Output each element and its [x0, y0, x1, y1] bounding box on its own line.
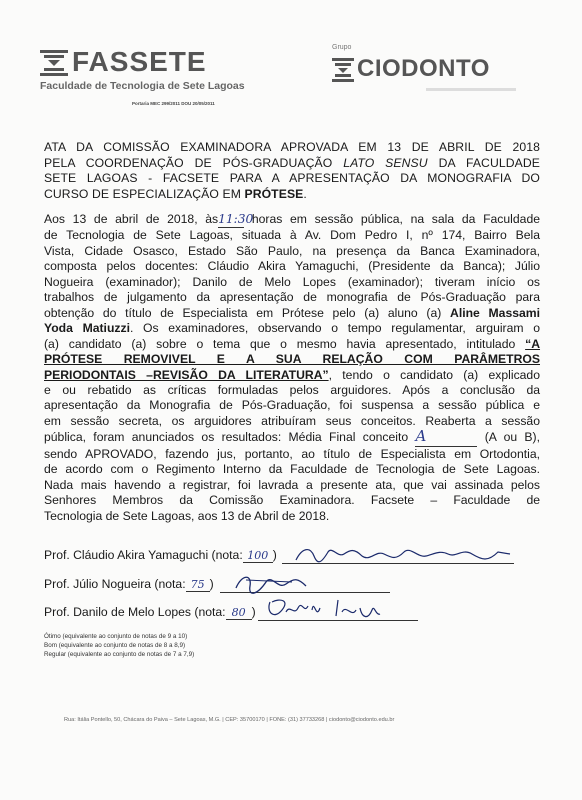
title-line: SETE LAGOAS - FACSETE PARA A APRESENTAÇÃO DA MONOGRAFIA DO [44, 171, 540, 185]
body-line [44, 352, 540, 367]
body-line: obtenção do título de Especialista em Prótese pelo (a) aluno (a) Aline Massami [44, 305, 540, 320]
grade-julio: 75 [190, 578, 205, 591]
signature-row-julio: Prof. Júlio Nogueira (nota: 75 ) [44, 577, 214, 591]
scale-item: Ótimo (equivalente ao conjunto de notas de 9 a 10) [44, 633, 188, 640]
body-line: composta pelos docentes: Cláudio Akira Yamaguchi, (Presidente da Banca); Júlio [44, 259, 540, 274]
grade-danilo: 80 [231, 606, 246, 619]
body-line: Yoda Matiuzzi. Os examinadores, observando o tempo regulamentar, arguiram o [44, 321, 540, 336]
body-line: Nada mais havendo a registrar, foi lavrada a presente ata, que vai assinada pelos [44, 477, 540, 492]
body-line: PERIODONTAIS –REVISÃO DA LITERATURA”, tendo o candidato (a) explicado [44, 367, 540, 382]
ciodonto-logo [330, 44, 510, 94]
body-line: e ou rebatido as críticas formuladas pelos arguidores. Após a conclusão da [44, 382, 540, 397]
ciodonto-emblem-icon [332, 58, 354, 82]
fassete-subtitle: Faculdade de Tecnologia de Sete Lagoas [40, 80, 245, 92]
body-line: de acordo com o Regimento Interno da Faculdade de Tecnologia de Sete Lagoas. [44, 462, 540, 477]
scale-item: Bom (equivalente ao conjunto de notas de 8 a 8,9) [44, 642, 186, 649]
portaria-text: Portaria MEC 299/2011 DOU 20/05/2011 [132, 101, 215, 106]
signature-row-danilo: Prof. Danilo de Melo Lopes (nota: 80 ) [44, 605, 256, 619]
signature-row-claudio: Prof. Cláudio Akira Yamaguchi (nota: 100 ) [44, 548, 277, 562]
scale-item: Regular (equivalente ao conjunto de notas de 7 a 7,9) [44, 651, 195, 658]
ciodonto-brand: CIODONTO [357, 55, 490, 82]
body-line: pública, foram anunciados os resultados: Média Final conceito A (A ou B), [44, 427, 541, 446]
grading-scale [44, 632, 194, 659]
body-line: apresentação da Monografia de Pós-Graduação, foi suspensa a sessão pública e [44, 398, 540, 413]
body-line: Vista, Cidade Osasco, Estado São Paulo, na presença da Banca Examinadora, [44, 243, 540, 258]
body-line: sendo APROVADO, fazendo jus, portanto, ao título de Especialista em Ortodontia, [44, 446, 540, 461]
signature-claudio [292, 540, 516, 570]
fassete-logo [38, 44, 245, 106]
body-line: em sessão secreta, os arguidores atribuíram seus conceitos. Reaberta a sessão [44, 413, 540, 428]
minutes-body [44, 212, 540, 524]
title-line: PELA COORDENAÇÃO DE PÓS-GRADUAÇÃO LATO SENSU DA FACULDADE [44, 155, 540, 170]
body-line: Senhores Membros da Comissão Examinadora. Facsete – Faculdade de [44, 493, 540, 508]
thesis-title: PRÓTESE REMOVIVEL E A SUA RELAÇÃO COM PARÂMETROS [44, 352, 540, 367]
student-name: Aline Massami [450, 305, 540, 320]
scan-smudge [426, 88, 516, 91]
title-line: CURSO DE ESPECIALIZAÇÃO EM PRÓTESE. [44, 186, 307, 201]
fassete-emblem-icon [40, 50, 68, 76]
signature-danilo [264, 594, 384, 626]
body-line: trabalhos de julgamento da apresentação de monografia de Pós-Graduação para [44, 290, 540, 305]
body-line: Tecnologia de Sete Lagoas, aos 13 de Abril de 2018. [44, 508, 330, 523]
body-line: Aos 13 de abril de 2018, às11:30 horas em sessão pública, na sala da Faculdade [44, 212, 540, 228]
grupo-label: Grupo [332, 44, 352, 51]
final-grade: A [415, 427, 427, 446]
handwritten-time: 11:30 [218, 212, 254, 226]
document-title [44, 140, 540, 202]
body-line: de Tecnologia de Sete Lagoas, situada à Av. Dom Pedro I, nº 174, Bairro Bela [44, 228, 540, 243]
fassete-brand: FASSETE [72, 46, 207, 77]
title-line: ATA DA COMISSÃO EXAMINADORA APROVADA EM 13 DE ABRIL DE 2018 [44, 140, 540, 154]
body-line: Nogueira (examinador); Danilo de Melo Lopes (examinador); tiveram início os [44, 274, 540, 289]
grade-claudio: 100 [247, 549, 269, 562]
address-footer: Rua: Itália Pontello, 50, Chácara do Paiva – Sete Lagoas, M.G. | CEP: 35700170 | FONE: (31) 37733268 | ciodonto@ciodonto.edu.br [64, 717, 395, 723]
body-line: (a) candidato (a) sobre o tema que o mesmo havia apresentado, intitulado “A [44, 336, 541, 351]
